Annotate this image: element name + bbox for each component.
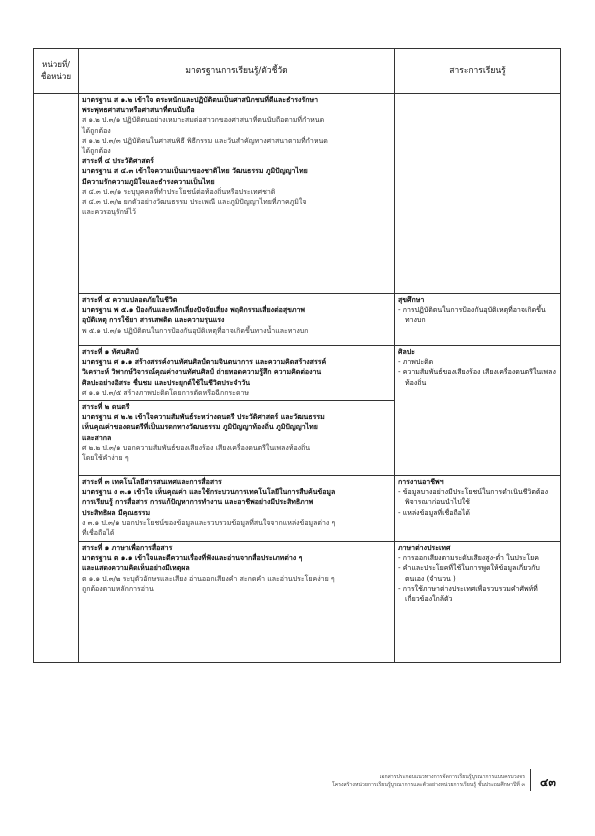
content-item: - การปฏิบัติตนในการป้องกันอุบัติเหตุที่อาจเกิดขึ้นทางบก [398, 306, 546, 325]
table-row [34, 294, 561, 346]
indicator-line: ส ๔.๓ ป.๓/๒ ยกตัวอย่างวัฒนธรรม ประเพณี และภูมิปัญญาไทยที่ภาคภูมิใจ [82, 198, 307, 207]
indicator-line: พ ๕.๑ ป.๓/๑ ปฏิบัติตนในการป้องกันอุบัติเหตุที่อาจเกิดขึ้นทางน้ำและทางบก [82, 326, 309, 335]
standard-cell [79, 401, 395, 476]
standard-cell [79, 346, 395, 401]
standard-heading-line: วิเคราะห์ วิพากษ์วิจารณ์คุณค่างานทัศนศิลป์ ถ่ายทอดความรู้สึก ความคิดต่องาน [82, 368, 322, 377]
indicator-line: ง ๓.๑ ป.๓/๑ บอกประโยชน์ของข้อมูลและรวบรวมข้อมูลที่สนใจจากแหล่งข้อมูลต่าง ๆ [82, 518, 336, 527]
standard-cell [79, 294, 395, 346]
indicator-line: ส ๑.๒ ป.๓/๑ ปฏิบัติตนอย่างเหมาะสมต่อสาวกของศาสนาที่ตนนับถือตามที่กำหนด [82, 116, 325, 125]
footer-line-2: โครงสร้างหน่วยการเรียนรู้บูรณาการและตัวอย่างหน่วยการเรียนรู้ ชั้นประถมศึกษาปีที่ ๓ [331, 782, 525, 788]
standard-cell [79, 94, 395, 294]
standard-heading-line: สาระที่ ๓ เทคโนโลยีสารสนเทศและการสื่อสาร [82, 478, 222, 486]
standard-heading-line: สาระที่ ๑ ทัศนศิลป์ [82, 348, 139, 356]
standard-heading-line: ประสิทธิผล มีคุณธรรม [82, 508, 151, 517]
standard-heading-line: และสากล [82, 433, 112, 442]
standard-heading-line: การเรียนรู้ การสื่อสาร การแก้ปัญหาการทำงาน และอาชีพอย่างมีประสิทธิภาพ [82, 498, 314, 507]
content-title: ภาษาต่างประเทศ [398, 544, 451, 552]
footer-divider [530, 769, 531, 791]
standard-heading-line: มาตรฐาน ส ๔.๓ เข้าใจความเป็นมาของชาติไทย วัฒนธรรม ภูมิปัญญาไทย [82, 167, 308, 176]
content-title: สุขศึกษา [398, 296, 425, 304]
indicator-line: ถูกต้องตามหลักการอ่าน [82, 584, 154, 593]
content-cell [395, 476, 561, 542]
content-title: การงานอาชีพฯ [398, 478, 444, 486]
content-item: - ภาพปะติด [398, 358, 434, 367]
header-unit-line2: ชื่อหน่วย [40, 72, 72, 81]
header-content: สาระการเรียนรู้ [395, 49, 561, 94]
table-header-row [34, 49, 561, 94]
page-number: ๔๓ [540, 776, 556, 789]
standard-heading-line: มาตรฐาน พ ๕.๑ ป้องกันและหลีกเลี่ยงปัจจัยเสี่ยง พฤติกรรมเสี่ยงต่อสุขภาพ [82, 306, 306, 315]
table-row [34, 346, 561, 401]
standard-heading-line: มาตรฐาน ส ๑.๒ เข้าใจ ตระหนักและปฏิบัติตนเป็นศาสนิกชนที่ดีและธำรงรักษา [82, 96, 318, 104]
standard-heading-line: มีความรักความภูมิใจและธำรงความเป็นไทย [82, 177, 215, 186]
indicator-line: ศ ๑.๑ ป.๓/๕ สร้างภาพปะติดโดยการตัดหรือฉีกกระดาษ [82, 388, 250, 397]
standard-heading-line: สาระที่ ๕ ความปลอดภัยในชีวิต [82, 296, 178, 304]
standard-heading-line: เห็นคุณค่าของดนตรีที่เป็นมรดกทางวัฒนธรรม ภูมิปัญญาท้องถิ่น ภูมิปัญญาไทย [82, 423, 318, 432]
table-row [34, 94, 561, 294]
indicator-line: ส ๑.๒ ป.๓/๓ ปฏิบัติตนในศาสนพิธี พิธีกรรม และวันสำคัญทางศาสนาตามที่กำหนด [82, 136, 328, 145]
content-item: - การออกเสียงตามระดับเสียงสูง-ต่ำ ในประโยค [398, 554, 539, 563]
standard-heading-line: มาตรฐาน ง ๓.๑ เข้าใจ เห็นคุณค่า และใช้กระบวนการเทคโนโลยีในการสืบค้นข้อมูล [82, 488, 336, 497]
content-item: - ความสัมพันธ์ของเสียงร้อง เสียงเครื่องดนตรีในเพลงท้องถิ่น [398, 368, 556, 387]
indicator-line: ส ๔.๓ ป.๓/๑ ระบุบุคคลที่ทำประโยชน์ต่อท้องถิ่นหรือประเทศชาติ [82, 187, 276, 196]
table-row [34, 476, 561, 542]
header-standard: มาตรฐานการเรียนรู้/ตัวชี้วัด [79, 49, 395, 94]
content-title: ศิลปะ [398, 348, 415, 356]
content-cell [395, 94, 561, 294]
footer-line-1: เอกสารประกอบแนวทางการจัดการเรียนรู้บูรณาการแบบครบวงจร [379, 774, 525, 780]
header-unit [34, 49, 79, 94]
content-cell [395, 346, 561, 476]
standard-heading-line: มาตรฐาน ต ๑.๑ เข้าใจและตีความเรื่องที่ฟังและอ่านจากสื่อประเภทต่าง ๆ [82, 554, 303, 563]
content-cell [395, 294, 561, 346]
standard-cell [79, 542, 395, 663]
standard-heading-line: สาระที่ ๑ ภาษาเพื่อการสื่อสาร [82, 544, 173, 552]
header-unit-line1: หน่วยที่/ [42, 60, 70, 69]
standard-heading-line: และแสดงความคิดเห็นอย่างมีเหตุผล [82, 564, 190, 573]
indicator-line: ได้ถูกต้อง [82, 147, 111, 156]
standard-cell [79, 476, 395, 542]
standard-heading-line: สาระที่ ๔ ประวัติศาสตร์ [82, 157, 154, 166]
content-item: - แหล่งข้อมูลที่เชื่อถือได้ [398, 508, 470, 517]
indicator-line: โดยใช้คำง่าย ๆ [82, 454, 129, 463]
indicator-line: ศ ๒.๒ ป.๓/๑ บอกความสัมพันธ์ของเสียงร้อง เสียงเครื่องดนตรีในเพลงท้องถิ่น [82, 443, 311, 452]
content-item: - การใช้ภาษาต่างประเทศเพื่อรวบรวมคำศัพท์ที่เกี่ยวข้องใกล้ตัว [398, 584, 538, 604]
content-item: - ข้อมูลบางอย่างมีประโยชน์ในการดำเนินชีวิตต้องพิจารณาก่อนนำไปใช้ [398, 488, 549, 507]
standard-heading-line: สาระที่ ๒ ดนตรี [82, 403, 130, 411]
standard-heading-line: มาตรฐาน ศ ๑.๑ สร้างสรรค์งานทัศนศิลป์ตามจินตนาการ และความคิดสร้างสรรค์ [82, 358, 327, 367]
content-item: - คำและประโยคที่ใช้ในการพูดให้ข้อมูลเกี่ยวกับตนเอง (จำนวน ) [398, 564, 540, 583]
curriculum-table [33, 48, 561, 663]
indicator-line: ได้ถูกต้อง [82, 126, 111, 135]
content-cell [395, 542, 561, 663]
indicator-line: ต ๑.๑ ป.๓/๒ ระบุตัวอักษรและเสียง อ่านออกเสียงคำ สะกดคำ และอ่านประโยคง่าย ๆ [82, 574, 335, 583]
standard-heading-line: มาตรฐาน ศ ๒.๒ เข้าใจความสัมพันธ์ระหว่างดนตรี ประวัติศาสตร์ และวัฒนธรรม [82, 413, 325, 422]
page-footer [255, 773, 525, 789]
standard-heading-line: พระพุทธศาสนาหรือศาสนาที่ตนนับถือ [82, 106, 195, 115]
indicator-line: และควรอนุรักษ์ไว้ [82, 208, 136, 217]
indicator-line: ที่เชื่อถือได้ [82, 529, 115, 538]
unit-cell [34, 94, 79, 663]
standard-heading-line: อุบัติเหตุ การใช้ยา สารเสพติด และความรุนแรง [82, 316, 225, 325]
standard-heading-line: ศิลปะอย่างอิสระ ชื่นชม และประยุกต์ใช้ในชีวิตประจำวัน [82, 378, 251, 387]
table-row [34, 542, 561, 663]
